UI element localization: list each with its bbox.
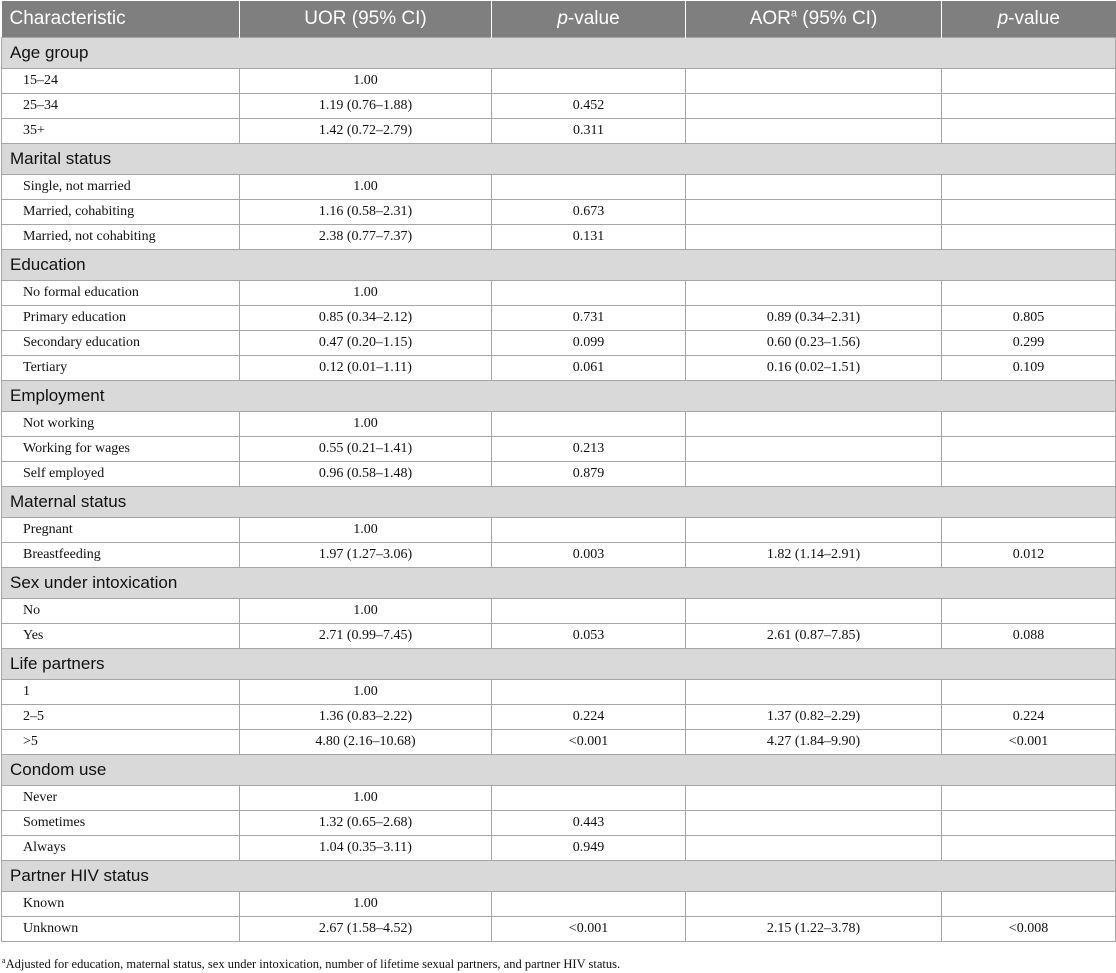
- row-label: 35+: [2, 119, 240, 144]
- header-p-value-2: [942, 1, 1116, 38]
- section-title: Condom use: [2, 755, 1116, 786]
- adjusted-p-value-cell: 0.224: [942, 705, 1116, 730]
- table-row: [2, 599, 1116, 624]
- table-row: [2, 892, 1116, 917]
- uor-cell: 0.47 (0.20–1.15): [240, 331, 492, 356]
- row-label: Sometimes: [2, 811, 240, 836]
- aor-cell: [686, 69, 942, 94]
- table-row: [2, 175, 1116, 200]
- aor-cell: [686, 518, 942, 543]
- uor-cell: 1.36 (0.83–2.22): [240, 705, 492, 730]
- p-value-cell: 0.061: [492, 356, 686, 381]
- footnote-text: Adjusted for education, maternal status, sex under intoxication, number of lifetime sexual partners, and partner HIV status.: [5, 957, 621, 971]
- row-label: Married, not cohabiting: [2, 225, 240, 250]
- section-title: Marital status: [2, 144, 1116, 175]
- row-label: Working for wages: [2, 437, 240, 462]
- header-aor-sup: a: [790, 7, 798, 20]
- header-p1-rest: -value: [567, 8, 620, 29]
- section-header-row: [2, 755, 1116, 786]
- table-row: [2, 730, 1116, 755]
- header-characteristic: Characteristic: [2, 1, 240, 38]
- adjusted-p-value-cell: [942, 437, 1116, 462]
- p-value-cell: [492, 69, 686, 94]
- adjusted-p-value-cell: 0.805: [942, 306, 1116, 331]
- uor-cell: 1.04 (0.35–3.11): [240, 836, 492, 861]
- p-value-cell: 0.731: [492, 306, 686, 331]
- p-value-cell: [492, 281, 686, 306]
- aor-cell: [686, 462, 942, 487]
- aor-cell: [686, 437, 942, 462]
- adjusted-p-value-cell: 0.088: [942, 624, 1116, 649]
- uor-cell: 1.00: [240, 518, 492, 543]
- table-row: [2, 412, 1116, 437]
- adjusted-p-value-cell: <0.008: [942, 917, 1116, 942]
- aor-cell: [686, 225, 942, 250]
- aor-cell: [686, 811, 942, 836]
- table-row: [2, 437, 1116, 462]
- table-row: [2, 680, 1116, 705]
- aor-cell: [686, 94, 942, 119]
- uor-cell: 0.96 (0.58–1.48): [240, 462, 492, 487]
- aor-cell: [686, 412, 942, 437]
- row-label: Always: [2, 836, 240, 861]
- row-label: Self employed: [2, 462, 240, 487]
- header-p-value-1: [492, 1, 686, 38]
- adjusted-p-value-cell: [942, 892, 1116, 917]
- p-value-cell: 0.099: [492, 331, 686, 356]
- aor-cell: 0.60 (0.23–1.56): [686, 331, 942, 356]
- adjusted-p-value-cell: [942, 836, 1116, 861]
- row-label: 2–5: [2, 705, 240, 730]
- adjusted-p-value-cell: [942, 281, 1116, 306]
- uor-cell: 0.12 (0.01–1.11): [240, 356, 492, 381]
- section-title: Age group: [2, 38, 1116, 69]
- row-label: 15–24: [2, 69, 240, 94]
- adjusted-p-value-cell: <0.001: [942, 730, 1116, 755]
- table-row: [2, 200, 1116, 225]
- row-label: Known: [2, 892, 240, 917]
- uor-cell: 1.42 (0.72–2.79): [240, 119, 492, 144]
- section-header-row: [2, 144, 1116, 175]
- section-header-row: [2, 487, 1116, 518]
- uor-cell: 4.80 (2.16–10.68): [240, 730, 492, 755]
- row-label: >5: [2, 730, 240, 755]
- section-header-row: [2, 861, 1116, 892]
- header-p2-rest: -value: [1008, 8, 1060, 29]
- row-label: Single, not married: [2, 175, 240, 200]
- uor-cell: 1.00: [240, 69, 492, 94]
- aor-cell: [686, 680, 942, 705]
- p-value-cell: <0.001: [492, 730, 686, 755]
- uor-cell: 1.00: [240, 175, 492, 200]
- row-label: Unknown: [2, 917, 240, 942]
- adjusted-p-value-cell: [942, 69, 1116, 94]
- adjusted-p-value-cell: [942, 599, 1116, 624]
- aor-cell: [686, 200, 942, 225]
- section-header-row: [2, 250, 1116, 281]
- uor-cell: 1.00: [240, 786, 492, 811]
- row-label: Never: [2, 786, 240, 811]
- section-header-row: [2, 381, 1116, 412]
- row-label: Pregnant: [2, 518, 240, 543]
- uor-cell: 1.00: [240, 281, 492, 306]
- p-value-cell: 0.213: [492, 437, 686, 462]
- footnote: [2, 957, 620, 972]
- uor-cell: 1.32 (0.65–2.68): [240, 811, 492, 836]
- header-row: [2, 1, 1116, 38]
- row-label: No formal education: [2, 281, 240, 306]
- p-value-cell: [492, 175, 686, 200]
- table-row: [2, 811, 1116, 836]
- row-label: Tertiary: [2, 356, 240, 381]
- aor-cell: [686, 175, 942, 200]
- table-row: [2, 225, 1116, 250]
- p-value-cell: [492, 518, 686, 543]
- adjusted-p-value-cell: [942, 412, 1116, 437]
- aor-cell: 0.16 (0.02–1.51): [686, 356, 942, 381]
- row-label: 1: [2, 680, 240, 705]
- row-label: Breastfeeding: [2, 543, 240, 568]
- aor-cell: [686, 892, 942, 917]
- uor-cell: 2.71 (0.99–7.45): [240, 624, 492, 649]
- table-row: [2, 306, 1116, 331]
- footnote-mark: a: [2, 955, 6, 965]
- header-aor-main: AOR: [749, 8, 791, 29]
- table-row: [2, 518, 1116, 543]
- p-value-cell: 0.673: [492, 200, 686, 225]
- adjusted-p-value-cell: [942, 225, 1116, 250]
- aor-cell: [686, 599, 942, 624]
- uor-cell: 2.38 (0.77–7.37): [240, 225, 492, 250]
- uor-cell: 1.00: [240, 680, 492, 705]
- adjusted-p-value-cell: [942, 175, 1116, 200]
- table-row: [2, 281, 1116, 306]
- row-label: Yes: [2, 624, 240, 649]
- p-value-cell: 0.003: [492, 543, 686, 568]
- uor-cell: 1.19 (0.76–1.88): [240, 94, 492, 119]
- adjusted-p-value-cell: 0.299: [942, 331, 1116, 356]
- adjusted-p-value-cell: 0.012: [942, 543, 1116, 568]
- p-value-cell: 0.452: [492, 94, 686, 119]
- adjusted-p-value-cell: [942, 200, 1116, 225]
- adjusted-p-value-cell: [942, 119, 1116, 144]
- adjusted-p-value-cell: [942, 811, 1116, 836]
- uor-cell: 1.00: [240, 892, 492, 917]
- p-value-cell: [492, 892, 686, 917]
- table-row: [2, 543, 1116, 568]
- adjusted-p-value-cell: [942, 518, 1116, 543]
- uor-cell: 1.00: [240, 412, 492, 437]
- aor-cell: [686, 281, 942, 306]
- table-row: [2, 356, 1116, 381]
- header-aor: [686, 1, 942, 38]
- uor-cell: 1.97 (1.27–3.06): [240, 543, 492, 568]
- row-label: Secondary education: [2, 331, 240, 356]
- aor-cell: 2.61 (0.87–7.85): [686, 624, 942, 649]
- uor-cell: 1.00: [240, 599, 492, 624]
- row-label: Primary education: [2, 306, 240, 331]
- header-aor-rest: (95% CI): [797, 8, 878, 29]
- adjusted-p-value-cell: [942, 94, 1116, 119]
- table-row: [2, 917, 1116, 942]
- aor-cell: [686, 119, 942, 144]
- p-value-cell: [492, 786, 686, 811]
- header-uor: UOR (95% CI): [240, 1, 492, 38]
- aor-cell: 4.27 (1.84–9.90): [686, 730, 942, 755]
- table-row: [2, 836, 1116, 861]
- aor-cell: 1.37 (0.82–2.29): [686, 705, 942, 730]
- aor-cell: [686, 836, 942, 861]
- section-title: Maternal status: [2, 487, 1116, 518]
- p-value-cell: 0.224: [492, 705, 686, 730]
- p-value-cell: 0.053: [492, 624, 686, 649]
- row-label: 25–34: [2, 94, 240, 119]
- row-label: Not working: [2, 412, 240, 437]
- uor-cell: 2.67 (1.58–4.52): [240, 917, 492, 942]
- adjusted-p-value-cell: [942, 786, 1116, 811]
- section-title: Education: [2, 250, 1116, 281]
- adjusted-p-value-cell: 0.109: [942, 356, 1116, 381]
- section-title: Life partners: [2, 649, 1116, 680]
- table-row: [2, 119, 1116, 144]
- table-row: [2, 705, 1116, 730]
- uor-cell: 0.85 (0.34–2.12): [240, 306, 492, 331]
- uor-cell: 0.55 (0.21–1.41): [240, 437, 492, 462]
- aor-cell: 0.89 (0.34–2.31): [686, 306, 942, 331]
- uor-cell: 1.16 (0.58–2.31): [240, 200, 492, 225]
- p-value-cell: <0.001: [492, 917, 686, 942]
- table-row: [2, 624, 1116, 649]
- section-header-row: [2, 38, 1116, 69]
- p-value-cell: [492, 599, 686, 624]
- section-title: Employment: [2, 381, 1116, 412]
- results-table: [1, 1, 1116, 942]
- p-value-cell: 0.949: [492, 836, 686, 861]
- p-value-cell: 0.311: [492, 119, 686, 144]
- section-header-row: [2, 649, 1116, 680]
- adjusted-p-value-cell: [942, 462, 1116, 487]
- p-value-cell: 0.131: [492, 225, 686, 250]
- row-label: Married, cohabiting: [2, 200, 240, 225]
- aor-cell: 1.82 (1.14–2.91): [686, 543, 942, 568]
- p-value-cell: 0.443: [492, 811, 686, 836]
- header-p2-italic: p: [997, 8, 1009, 29]
- table-row: [2, 331, 1116, 356]
- header-p1-italic: p: [557, 8, 568, 29]
- p-value-cell: [492, 412, 686, 437]
- section-title: Partner HIV status: [2, 861, 1116, 892]
- table-body: [2, 38, 1116, 942]
- aor-cell: 2.15 (1.22–3.78): [686, 917, 942, 942]
- table-row: [2, 462, 1116, 487]
- p-value-cell: 0.879: [492, 462, 686, 487]
- table-row: [2, 94, 1116, 119]
- table-row: [2, 69, 1116, 94]
- aor-cell: [686, 786, 942, 811]
- p-value-cell: [492, 680, 686, 705]
- section-title: Sex under intoxication: [2, 568, 1116, 599]
- section-header-row: [2, 568, 1116, 599]
- table-row: [2, 786, 1116, 811]
- row-label: No: [2, 599, 240, 624]
- adjusted-p-value-cell: [942, 680, 1116, 705]
